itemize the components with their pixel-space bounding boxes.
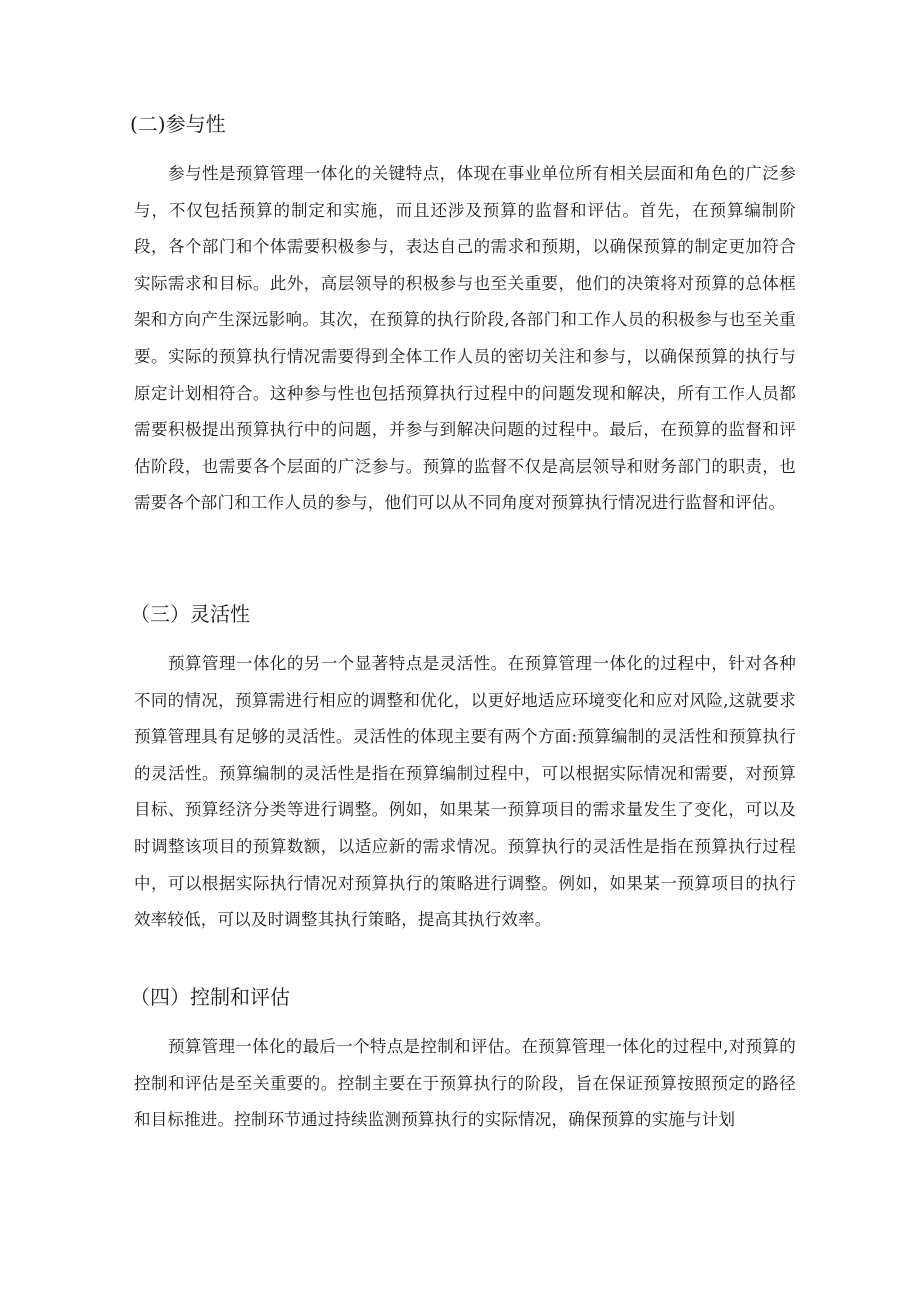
- section-paragraph-flexibility: 预算管理一体化的另一个显著特点是灵活性。在预算管理一体化的过程中，针对各种不同的情况，预算需进行相应的调整和优化，以更好地适应环境变化和应对风险,这就要求预算管理具有足够的灵活性。灵活性的体现主要有两个方面:预算编制的灵活性和预算执行的灵活性。预算编制的灵活性是指在预算编制过程中，可以根据实际情况和需要，对预算目标、预算经济分类等进行调整。例如，如果某一预算项目的需求量发生了变化，可以及时调整该项目的预算数额，以适应新的需求情况。预算执行的灵活性是指在预算执行过程中，可以根据实际执行情况对预算执行的策略进行调整。例如，如果某一预算项目的执行效率较低，可以及时调整其执行策略，提高其执行效率。: [134, 654, 796, 930]
- section-heading-flexibility: （三）灵活性: [130, 602, 250, 626]
- section-paragraph-participation: 参与性是预算管理一体化的关键特点，体现在事业单位所有相关层面和角色的广泛参与，不仅包括预算的制定和实施，而且还涉及预算的监督和评估。首先，在预算编制阶段，各个部门和个体需要积极参与，表达自己的需求和预期，以确保预算的制定更加符合实际需求和目标。此外，高层领导的积极参与也至关重要，他们的决策将对预算的总体框架和方向产生深远影响。其次，在预算的执行阶段,各部门和工作人员的积极参与也至关重要。实际的预算执行情况需要得到全体工作人员的密切关注和参与，以确保预算的执行与原定计划相符合。这种参与性也包括预算执行过程中的问题发现和解决，所有工作人员都需要积极提出预算执行中的问题，并参与到解决问题的过程中。最后，在预算的监督和评估阶段，也需要各个层面的广泛参与。预算的监督不仅是高层领导和财务部门的职责，也需要各个部门和工作人员的参与，他们可以从不同角度对预算执行情况进行监督和评估。: [134, 164, 796, 513]
- section-heading-participation: (二)参与性: [130, 112, 226, 136]
- section-paragraph-control-evaluation: 预算管理一体化的最后一个特点是控制和评估。在预算管理一体化的过程中,对预算的控制和评估是至关重要的。控制主要在于预算执行的阶段，旨在保证预算按照预定的路径和目标推进。控制环节通过持续监测预算执行的实际情况，确保预算的实施与计划: [134, 1037, 796, 1130]
- section-heading-control-evaluation: （四）控制和评估: [130, 985, 290, 1009]
